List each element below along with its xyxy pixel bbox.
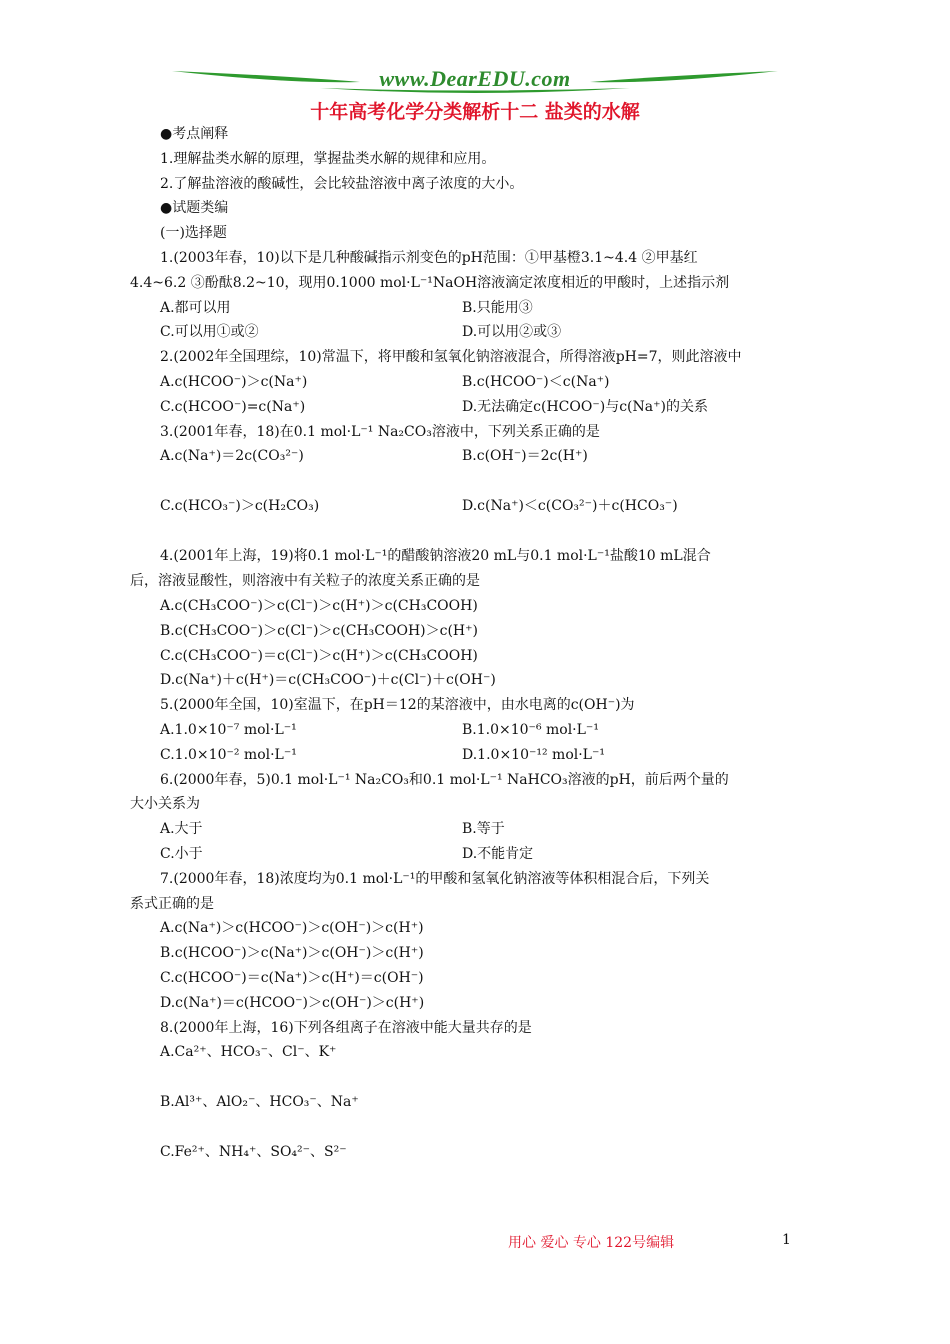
question-text: 系式正确的是: [130, 895, 214, 912]
option: A.1.0×10⁻⁷ mol·L⁻¹: [160, 721, 297, 738]
option: B.1.0×10⁻⁶ mol·L⁻¹: [462, 721, 599, 738]
option: C.可以用①或②: [160, 324, 259, 341]
section-heading: ●试题类编: [160, 200, 229, 217]
option: B.Al³⁺、AlO₂⁻、HCO₃⁻、Na⁺: [160, 1094, 359, 1111]
option-row: [130, 370, 825, 395]
option: D.可以用②或③: [462, 324, 562, 341]
option-row: [130, 395, 825, 420]
option: B.c(HCOO⁻)＞c(Na⁺)＞c(OH⁻)＞c(H⁺): [160, 945, 424, 962]
option: C.c(CH₃COO⁻)＝c(Cl⁻)＞c(H⁺)＞c(CH₃COOH): [160, 647, 478, 664]
question-text: 4.4~6.2 ③酚酞8.2~10，现用0.1000 mol·L⁻¹NaOH溶液滴定浓度相近的甲酸时，上述指示剂: [130, 274, 730, 291]
option-row: [130, 444, 825, 494]
question-text: 2.(2002年全国理综，10)常温下，将甲酸和氢氧化钠溶液混合，所得溶液pH=7，则此溶液中: [160, 349, 742, 366]
option-row: [130, 817, 825, 842]
option: B.c(OH⁻)＝2c(H⁺): [462, 448, 588, 465]
question-text: 6.(2000年春，5)0.1 mol·L⁻¹ Na₂CO₃和0.1 mol·L⁻¹ NaHCO₃溶液的pH，前后两个量的: [160, 771, 729, 788]
option: A.c(Na⁺)＝2c(CO₃²⁻): [160, 448, 304, 465]
footer-text: 用心 爱心 专心 122号编辑: [508, 1235, 675, 1251]
option: B.c(CH₃COO⁻)＞c(Cl⁻)＞c(CH₃COOH)＞c(H⁺): [160, 622, 478, 639]
question-text: 7.(2000年春，18)浓度均为0.1 mol·L⁻¹的甲酸和氢氧化钠溶液等体积相混合后，下列关: [160, 870, 710, 887]
site-banner: [170, 62, 780, 96]
option: B.c(HCOO⁻)＜c(Na⁺): [462, 373, 610, 390]
section-heading: ●考点阐释: [160, 126, 229, 142]
option: D.1.0×10⁻¹² mol·L⁻¹: [462, 746, 605, 763]
option: A.c(Na⁺)＞c(HCOO⁻)＞c(OH⁻)＞c(H⁺): [160, 920, 424, 937]
question-text: 后，溶液显酸性，则溶液中有关粒子的浓度关系正确的是: [130, 573, 480, 590]
option-row: [130, 842, 825, 867]
page-number: 1: [782, 1232, 791, 1248]
option-row: [130, 743, 825, 768]
option-row: [130, 296, 825, 321]
question-text: 1.(2003年春，10)以下是几种酸碱指示剂变色的pH范围：①甲基橙3.1~4.4 ②甲基红: [160, 249, 698, 266]
option: C.1.0×10⁻² mol·L⁻¹: [160, 746, 297, 763]
option: D.c(Na⁺)＋c(H⁺)＝c(CH₃COO⁻)＋c(Cl⁻)＋c(OH⁻): [160, 672, 496, 689]
option-row: [130, 320, 825, 345]
option: B.只能用③: [462, 299, 533, 316]
option: D.c(Na⁺)＜c(CO₃²⁻)＋c(HCO₃⁻): [462, 498, 678, 515]
question-text: 4.(2001年上海，19)将0.1 mol·L⁻¹的醋酸钠溶液20 mL与0.1 mol·L⁻¹盐酸10 mL混合: [160, 548, 711, 565]
question-text: 5.(2000年全国，10)室温下，在pH＝12的某溶液中，由水电离的c(OH⁻)为: [160, 697, 635, 714]
option: A.c(CH₃COO⁻)＞c(Cl⁻)＞c(H⁺)＞c(CH₃COOH): [160, 597, 478, 614]
question-text: 8.(2000年上海，16)下列各组离子在溶液中能大量共存的是: [160, 1019, 532, 1036]
option: A.大于: [160, 821, 203, 838]
subsection-heading: (一)选择题: [160, 225, 227, 242]
option: B.等于: [462, 821, 505, 838]
question-text: 大小关系为: [130, 796, 200, 813]
option: C.c(HCOO⁻)＝c(Na⁺)＞c(H⁺)＝c(OH⁻): [160, 969, 424, 986]
option: A.都可以用: [160, 299, 231, 316]
option: A.Ca²⁺、HCO₃⁻、Cl⁻、K⁺: [160, 1044, 337, 1061]
site-url: www.DearEDU.com: [379, 66, 571, 91]
option-row: [130, 494, 825, 544]
question-text: 3.(2001年春，18)在0.1 mol·L⁻¹ Na₂CO₃溶液中，下列关系正确的是: [160, 423, 600, 440]
text-line: 1.理解盐类水解的原理，掌握盐类水解的规律和应用。: [160, 150, 496, 167]
option: C.小于: [160, 845, 203, 862]
option: C.Fe²⁺、NH₄⁺、SO₄²⁻、S²⁻: [160, 1144, 347, 1161]
option: D.c(Na⁺)＝c(HCOO⁻)＞c(OH⁻)＞c(H⁺): [160, 994, 425, 1011]
text-line: 2.了解盐溶液的酸碱性，会比较盐溶液中离子浓度的大小。: [160, 175, 524, 192]
option: C.c(HCOO⁻)=c(Na⁺): [160, 398, 306, 415]
option: A.c(HCOO⁻)＞c(Na⁺): [160, 373, 308, 390]
option: C.c(HCO₃⁻)＞c(H₂CO₃): [160, 498, 320, 515]
option-row: [130, 718, 825, 743]
option: D.无法确定c(HCOO⁻)与c(Na⁺)的关系: [462, 398, 708, 415]
option: D.不能肯定: [462, 845, 534, 862]
page-title: 十年高考化学分类解析十二 盐类的水解: [310, 101, 640, 123]
document-body: [130, 122, 825, 1190]
